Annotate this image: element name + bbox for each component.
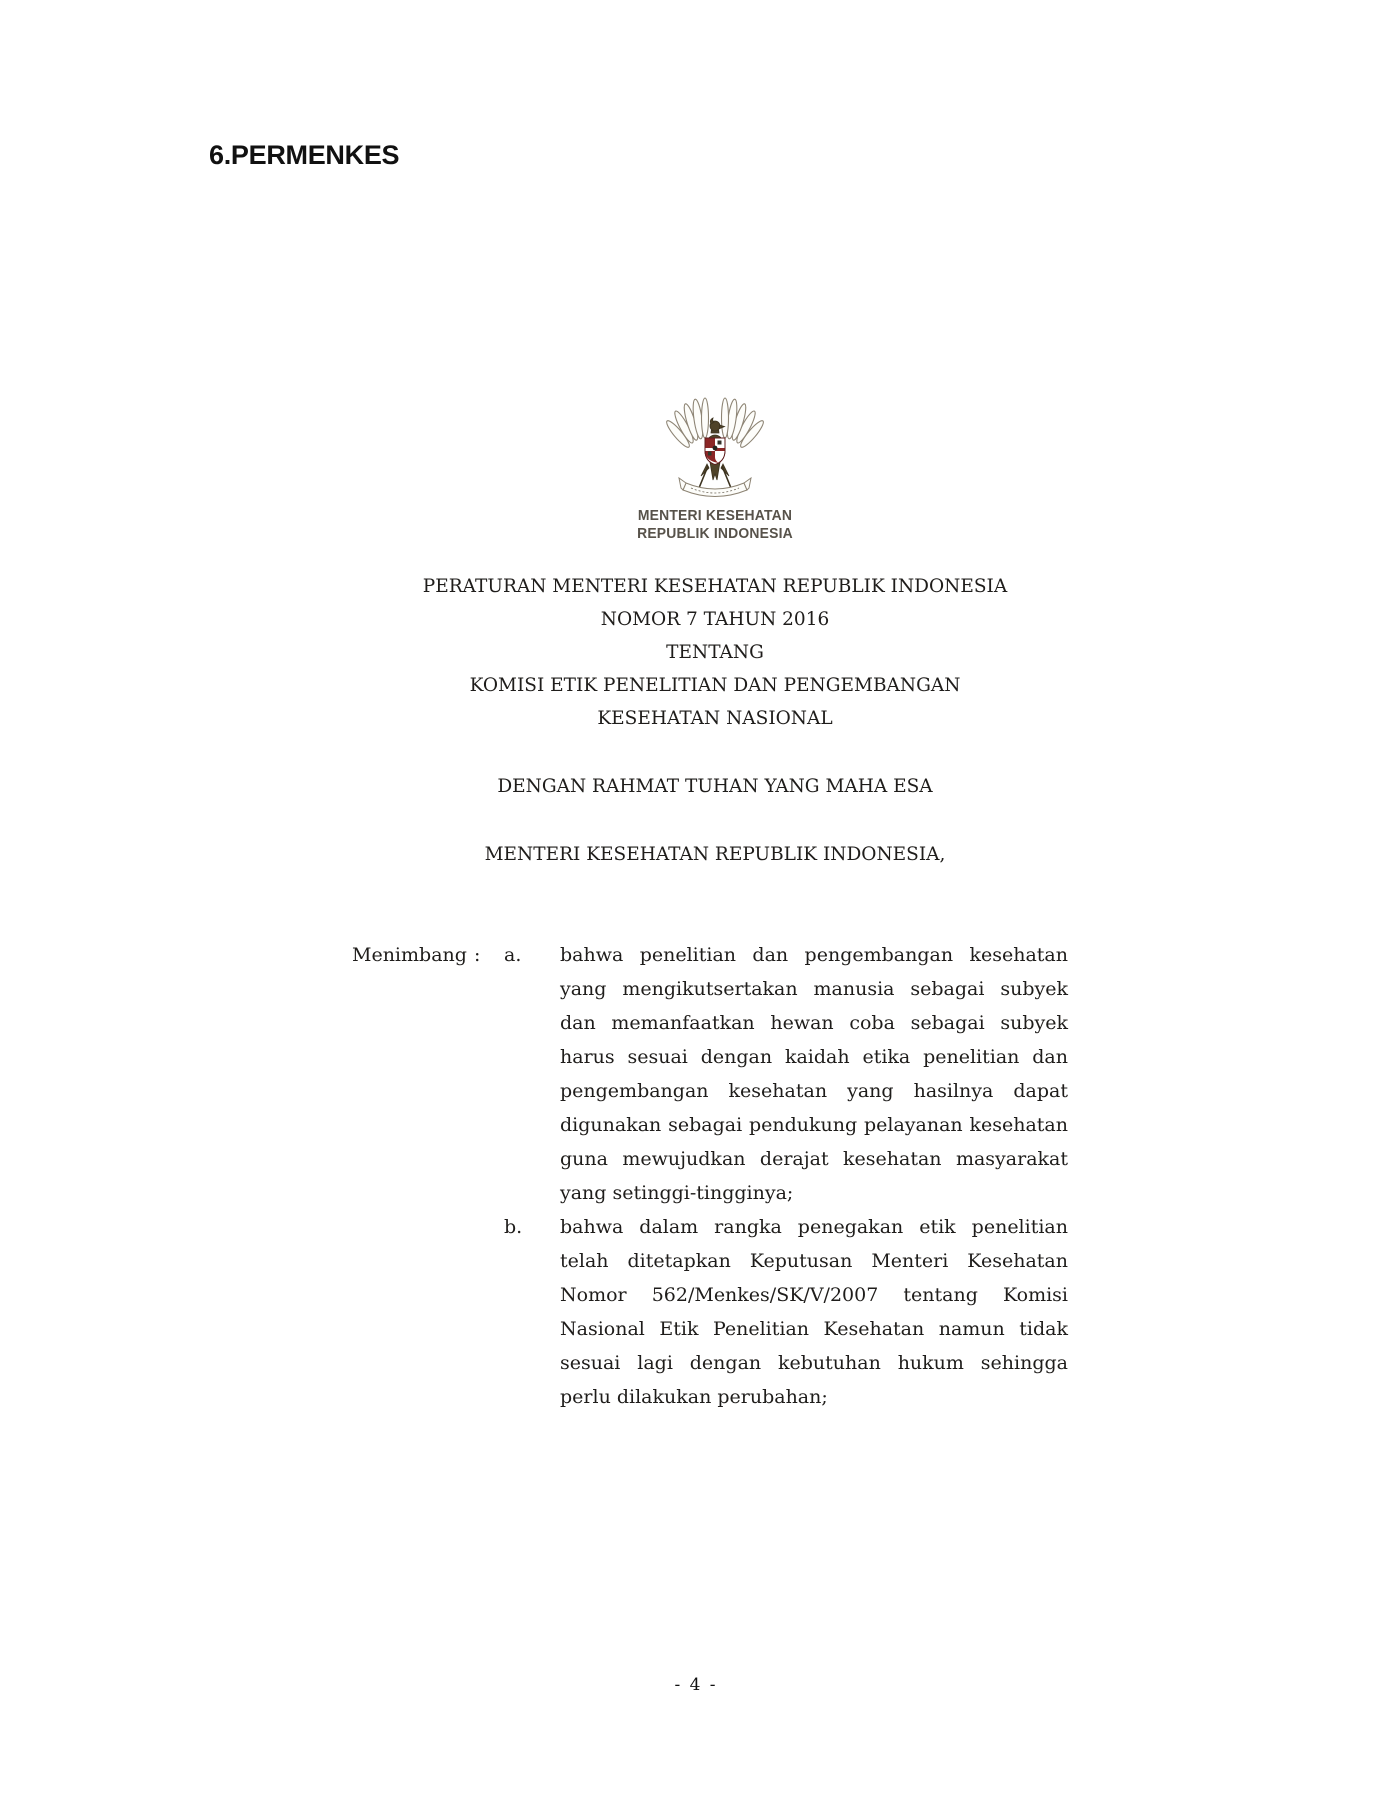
considerations-section [352,938,1068,1414]
section-heading: 6.PERMENKES [209,140,400,170]
menimbang-label: Menimbang [352,944,467,966]
title-line-subject-2: KESEHATAN NASIONAL [597,708,833,729]
letterhead-line-2: REPUBLIK INDONESIA [637,526,793,542]
ministry-letterhead [335,404,1095,543]
garuda-pancasila-emblem [665,404,765,500]
authority-text: MENTERI KESEHATAN REPUBLIK INDONESIA, [484,844,946,865]
regulation-title [335,570,1095,735]
consideration-text-b: bahwa dalam rangka penegakan etik penelitian telah ditetapkan Keputusan Menteri Kesehatan Nomor 562/Menkes/SK/V/2007 tentang Komisi Nasional Etik Penelitian Kesehatan namun tidak sesuai lagi dengan kebutuhan hukum sehingga perlu dilakukan perubahan; [560,1216,1068,1408]
consideration-text-a: bahwa penelitian dan pengembangan kesehatan yang mengikutsertakan manusia sebagai subyek dan memanfaatkan hewan coba sebagai subyek harus sesuai dengan kaidah etika penelitian dan pengembangan kesehatan yang hasilnya dapat digunakan sebagai pendukung pelayanan kesehatan guna mewujudkan derajat kesehatan masyarakat yang setinggi-tingginya; [560,944,1068,1204]
letterhead-line-1: MENTERI KESEHATAN [637,508,793,524]
invocation-text: DENGAN RAHMAT TUHAN YANG MAHA ESA [497,776,933,797]
consideration-row [352,1210,1068,1414]
consideration-marker-b: b. [504,1216,523,1238]
title-line-tentang: TENTANG [666,642,764,663]
title-line-nomor: NOMOR 7 TAHUN 2016 [600,609,830,630]
menimbang-colon: : [474,944,481,966]
title-line-subject-1: KOMISI ETIK PENELITIAN DAN PENGEMBANGAN [469,675,961,696]
consideration-row [352,938,1068,1210]
page-number-fragment: - 4 - [674,1675,718,1695]
title-line-peraturan: PERATURAN MENTERI KESEHATAN REPUBLIK INDONESIA [422,576,1008,597]
consideration-marker-a: a. [504,944,522,966]
